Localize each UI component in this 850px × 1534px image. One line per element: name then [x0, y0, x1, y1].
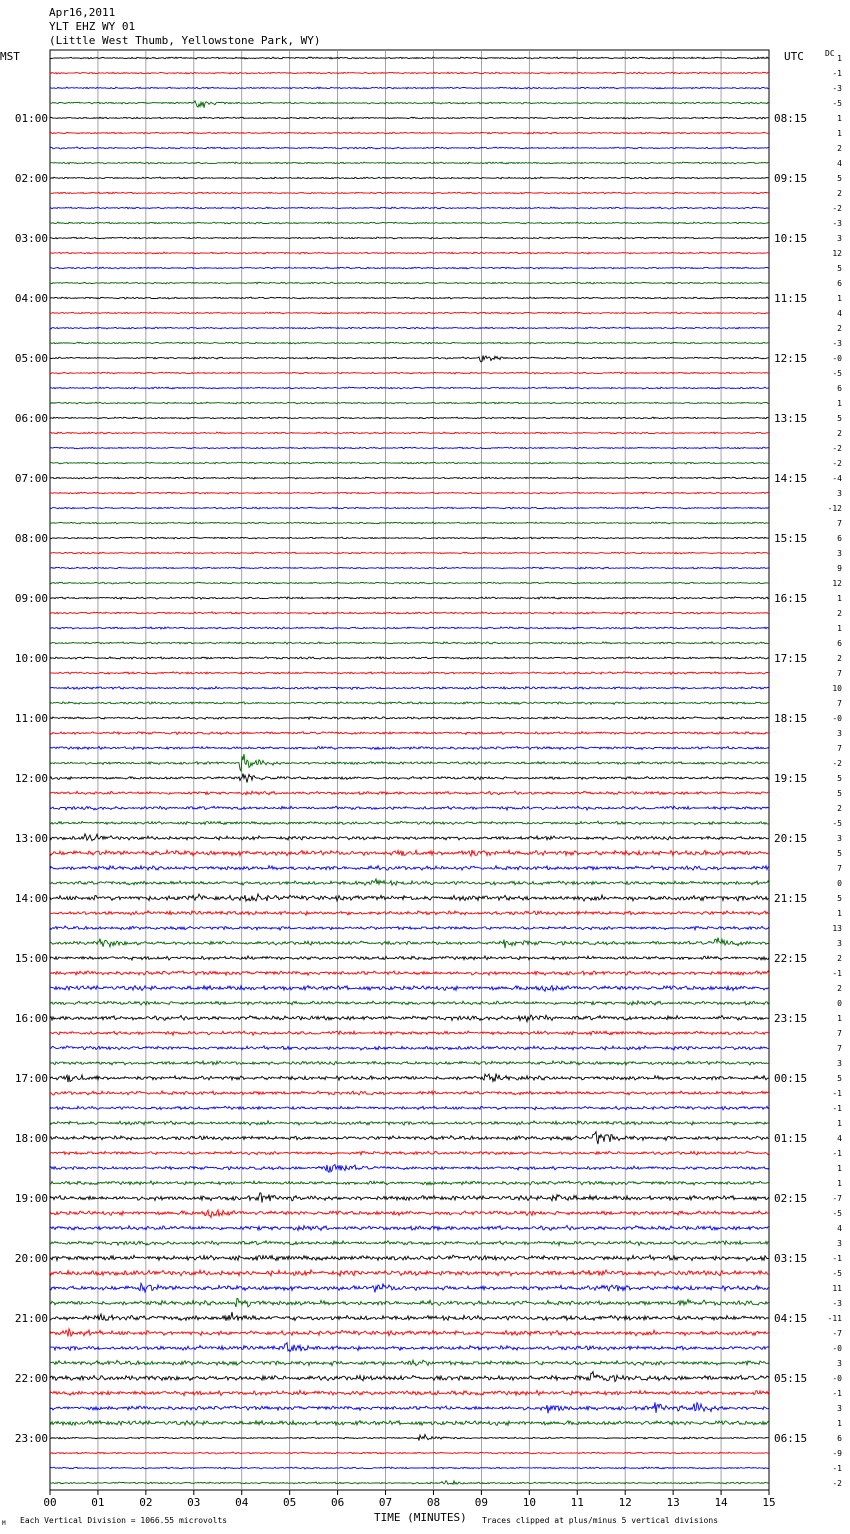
x-tick-label: 14 [714, 1496, 728, 1509]
utc-hour-label: 08:15 [774, 112, 808, 125]
trace-row-17 [50, 312, 769, 314]
trace-row-3 [50, 101, 769, 108]
trace-row-42 [50, 687, 769, 690]
chart-title: YLT EHZ WY 01 [49, 20, 136, 33]
dc-offset-label: 7 [837, 699, 842, 708]
trace-row-30 [50, 507, 769, 509]
mst-hour-label: 18:00 [14, 1132, 48, 1145]
utc-hour-label: 17:15 [774, 652, 808, 665]
mst-hour-label: 07:00 [14, 472, 48, 485]
dc-offset-label: 4 [837, 1134, 842, 1143]
dc-offset-label: 3 [837, 729, 842, 738]
x-tick-label: 05 [283, 1496, 297, 1509]
mst-hour-label: 17:00 [14, 1072, 48, 1085]
utc-hour-label: 11:15 [774, 292, 808, 305]
trace-row-35 [50, 582, 769, 584]
utc-hour-label: 03:15 [774, 1252, 808, 1265]
dc-offset-label: 4 [837, 159, 842, 168]
trace-row-63 [50, 1001, 769, 1005]
utc-hour-label: 12:15 [774, 352, 808, 365]
trace-row-86 [50, 1343, 769, 1352]
trace-row-78 [50, 1225, 769, 1230]
dc-offset-label: -5 [832, 1269, 842, 1278]
x-tick-label: 01 [91, 1496, 105, 1509]
trace-row-33 [50, 552, 769, 554]
utc-hour-label: 04:15 [774, 1312, 808, 1325]
dc-label: DC [825, 49, 835, 58]
trace-row-71 [50, 1121, 769, 1125]
trace-row-4 [50, 117, 769, 119]
dc-offset-label: 2 [837, 609, 842, 618]
trace-row-34 [50, 567, 769, 569]
mst-label: MST [0, 50, 20, 63]
dc-offset-label: 1 [837, 1419, 842, 1428]
trace-row-44 [50, 717, 769, 720]
trace-row-7 [50, 162, 769, 164]
chart-date: Apr16,2011 [49, 6, 116, 19]
trace-row-87 [50, 1360, 769, 1366]
trace-row-24 [50, 417, 769, 419]
dc-offset-label: 6 [837, 1434, 842, 1443]
x-tick-label: 02 [139, 1496, 153, 1509]
dc-offset-label: -0 [832, 714, 842, 723]
mst-hour-label: 23:00 [14, 1432, 48, 1445]
trace-row-80 [50, 1255, 769, 1261]
dc-offset-label: 6 [837, 384, 842, 393]
trace-row-9 [50, 192, 769, 194]
utc-hour-label: 14:15 [774, 472, 808, 485]
dc-offset-label: 5 [837, 414, 842, 423]
dc-offset-label: -1 [832, 1149, 842, 1158]
x-tick-label: 07 [378, 1496, 393, 1509]
dc-offset-label: 2 [837, 804, 842, 813]
dc-offset-label: 3 [837, 489, 842, 498]
trace-row-5 [50, 132, 769, 134]
utc-hour-label: 06:15 [774, 1432, 808, 1445]
utc-hour-label: 15:15 [774, 532, 808, 545]
utc-hour-label: 21:15 [774, 892, 808, 905]
trace-row-14 [50, 267, 769, 269]
trace-row-76 [50, 1193, 769, 1203]
dc-offset-label: 7 [837, 1044, 842, 1053]
mst-hour-label: 11:00 [14, 712, 48, 725]
dc-offset-label: -5 [832, 99, 842, 108]
dc-offset-label: 12 [832, 579, 842, 588]
trace-row-16 [50, 297, 769, 299]
dc-offset-label: 5 [837, 1074, 842, 1083]
trace-row-12 [50, 237, 769, 239]
trace-row-56 [50, 894, 769, 901]
dc-offset-label: 2 [837, 429, 842, 438]
trace-row-57 [50, 911, 769, 916]
utc-label: UTC [784, 50, 804, 63]
trace-row-23 [50, 402, 769, 404]
dc-offset-label: 1 [837, 294, 842, 303]
mst-hour-label: 15:00 [14, 952, 48, 965]
mst-hour-label: 21:00 [14, 1312, 48, 1325]
trace-row-36 [50, 597, 769, 599]
trace-row-52 [50, 834, 769, 841]
corner-mark: M [2, 1520, 6, 1527]
utc-hour-label: 05:15 [774, 1372, 808, 1385]
dc-offset-label: -2 [832, 459, 842, 468]
dc-offset-label: 3 [837, 834, 842, 843]
trace-row-60 [50, 956, 769, 960]
dc-offset-label: -1 [832, 1089, 842, 1098]
dc-offset-label: 5 [837, 789, 842, 798]
utc-hour-label: 18:15 [774, 712, 808, 725]
utc-hour-label: 00:15 [774, 1072, 808, 1085]
mst-hour-label: 02:00 [14, 172, 48, 185]
dc-offset-label: -5 [832, 369, 842, 378]
mst-hour-label: 08:00 [14, 532, 48, 545]
dc-offset-label: 1 [837, 129, 842, 138]
dc-offset-label: 2 [837, 984, 842, 993]
trace-row-47 [50, 754, 769, 771]
dc-offset-label: -9 [832, 1449, 842, 1458]
trace-row-79 [50, 1241, 769, 1246]
utc-hour-label: 22:15 [774, 952, 808, 965]
dc-offset-label: 3 [837, 549, 842, 558]
dc-offset-label: 7 [837, 864, 842, 873]
dc-offset-label: -1 [832, 1254, 842, 1263]
trace-row-0 [50, 57, 769, 59]
dc-offset-label: 0 [837, 999, 842, 1008]
trace-row-37 [50, 612, 769, 614]
dc-offset-label: 11 [832, 1284, 842, 1293]
dc-offset-label: -0 [832, 354, 842, 363]
dc-offset-label: 1 [837, 54, 842, 63]
trace-row-95 [50, 1481, 769, 1485]
utc-hour-label: 16:15 [774, 592, 808, 605]
dc-offset-label: 1 [837, 594, 842, 603]
dc-offset-label: 3 [837, 939, 842, 948]
trace-row-41 [50, 672, 769, 675]
trace-row-70 [50, 1106, 769, 1110]
trace-row-77 [50, 1210, 769, 1218]
trace-row-40 [50, 657, 769, 659]
trace-row-68 [50, 1074, 769, 1083]
chart-subtitle: (Little West Thumb, Yellowstone Park, WY) [49, 34, 321, 47]
dc-offset-label: 3 [837, 234, 842, 243]
trace-row-81 [50, 1270, 769, 1276]
mst-hour-label: 20:00 [14, 1252, 48, 1265]
x-tick-label: 15 [762, 1496, 776, 1509]
dc-offset-label: -3 [832, 1299, 842, 1308]
trace-row-65 [50, 1031, 769, 1035]
trace-row-90 [50, 1402, 769, 1413]
trace-row-28 [50, 477, 769, 479]
trace-row-73 [50, 1151, 769, 1155]
trace-row-93 [50, 1452, 769, 1454]
dc-offset-label: -3 [832, 219, 842, 228]
trace-row-21 [50, 372, 769, 374]
trace-row-39 [50, 642, 769, 644]
dc-offset-label: -11 [827, 1314, 842, 1323]
mst-hour-label: 05:00 [14, 352, 48, 365]
x-tick-label: 06 [330, 1496, 345, 1509]
utc-hour-label: 20:15 [774, 832, 808, 845]
trace-row-2 [50, 87, 769, 89]
trace-row-85 [50, 1329, 769, 1337]
x-tick-label: 09 [474, 1496, 489, 1509]
mst-hour-label: 14:00 [14, 892, 48, 905]
dc-offset-label: 4 [837, 309, 842, 318]
trace-row-91 [50, 1421, 769, 1426]
trace-row-58 [50, 926, 769, 930]
dc-offset-label: 13 [832, 924, 842, 933]
dc-offset-label: 12 [832, 249, 842, 258]
trace-row-55 [50, 879, 769, 885]
trace-row-1 [50, 72, 769, 74]
trace-row-15 [50, 282, 769, 284]
dc-offset-label: 5 [837, 264, 842, 273]
trace-row-22 [50, 387, 769, 389]
x-tick-label: 03 [187, 1496, 201, 1509]
dc-offset-label: -3 [832, 84, 842, 93]
dc-offset-label: 1 [837, 114, 842, 123]
trace-row-38 [50, 627, 769, 629]
trace-row-50 [50, 806, 769, 810]
trace-row-72 [50, 1132, 769, 1144]
trace-row-67 [50, 1061, 769, 1065]
x-tick-label: 08 [426, 1496, 441, 1509]
dc-offset-label: -1 [832, 1389, 842, 1398]
utc-hour-label: 01:15 [774, 1132, 808, 1145]
dc-offset-label: 3 [837, 1359, 842, 1368]
trace-row-64 [50, 1015, 769, 1022]
trace-row-49 [50, 791, 769, 795]
dc-offset-label: 3 [837, 1404, 842, 1413]
dc-offset-label: 5 [837, 849, 842, 858]
dc-offset-label: 2 [837, 144, 842, 153]
dc-offset-label: 1 [837, 1164, 842, 1173]
trace-row-69 [50, 1091, 769, 1095]
dc-offset-label: 10 [832, 684, 842, 693]
trace-row-6 [50, 147, 769, 149]
dc-offset-label: -2 [832, 1479, 842, 1488]
dc-offset-label: 1 [837, 624, 842, 633]
dc-offset-label: 5 [837, 774, 842, 783]
trace-row-82 [50, 1283, 769, 1292]
x-tick-label: 10 [522, 1496, 536, 1509]
dc-offset-label: 7 [837, 744, 842, 753]
utc-hour-label: 13:15 [774, 412, 808, 425]
dc-offset-label: 3 [837, 1239, 842, 1248]
trace-row-92 [50, 1435, 769, 1441]
dc-offset-label: -7 [832, 1329, 842, 1338]
x-axis-label: TIME (MINUTES) [374, 1511, 467, 1524]
dc-offset-label: 1 [837, 1014, 842, 1023]
utc-hour-label: 23:15 [774, 1012, 808, 1025]
utc-hour-label: 09:15 [774, 172, 808, 185]
dc-offset-label: -5 [832, 1209, 842, 1218]
utc-hour-label: 10:15 [774, 232, 808, 245]
trace-row-89 [50, 1390, 769, 1395]
trace-row-88 [50, 1372, 769, 1382]
dc-offset-label: -0 [832, 1374, 842, 1383]
trace-row-54 [50, 866, 769, 871]
dc-offset-label: 1 [837, 909, 842, 918]
trace-row-62 [50, 986, 769, 992]
dc-offset-label: 2 [837, 324, 842, 333]
trace-row-25 [50, 432, 769, 434]
dc-offset-label: 7 [837, 519, 842, 528]
trace-row-48 [50, 774, 769, 783]
trace-row-18 [50, 327, 769, 329]
mst-hour-label: 22:00 [14, 1372, 48, 1385]
mst-hour-label: 04:00 [14, 292, 48, 305]
dc-offset-label: 6 [837, 534, 842, 543]
dc-offset-label: -4 [832, 474, 842, 483]
trace-row-13 [50, 252, 769, 254]
trace-row-19 [50, 342, 769, 344]
mst-hour-label: 16:00 [14, 1012, 48, 1025]
dc-offset-label: 7 [837, 1029, 842, 1038]
trace-row-66 [50, 1046, 769, 1050]
trace-row-43 [50, 702, 769, 705]
dc-offset-label: -2 [832, 759, 842, 768]
trace-row-32 [50, 537, 769, 539]
trace-row-51 [50, 821, 769, 825]
dc-offset-label: 1 [837, 1119, 842, 1128]
dc-offset-label: 2 [837, 189, 842, 198]
trace-row-8 [50, 177, 769, 179]
dc-offset-label: -1 [832, 1104, 842, 1113]
trace-row-26 [50, 447, 769, 449]
trace-row-61 [50, 971, 769, 975]
dc-offset-label: -2 [832, 204, 842, 213]
dc-offset-label: 7 [837, 669, 842, 678]
x-tick-label: 00 [43, 1496, 57, 1509]
mst-hour-label: 03:00 [14, 232, 48, 245]
x-tick-label: 04 [235, 1496, 249, 1509]
mst-hour-label: 01:00 [14, 112, 48, 125]
trace-row-10 [50, 207, 769, 209]
trace-row-20 [50, 356, 769, 362]
dc-offset-label: 1 [837, 399, 842, 408]
trace-row-53 [50, 850, 769, 856]
dc-offset-label: -12 [827, 504, 842, 513]
mst-hour-label: 10:00 [14, 652, 48, 665]
trace-row-59 [50, 938, 769, 949]
dc-offset-label: 3 [837, 1059, 842, 1068]
trace-row-31 [50, 522, 769, 524]
trace-row-75 [50, 1181, 769, 1185]
dc-offset-label: 5 [837, 174, 842, 183]
dc-offset-label: -1 [832, 69, 842, 78]
scale-note: Each Vertical Division = 1066.55 microvolts [20, 1516, 228, 1525]
dc-offset-label: 6 [837, 279, 842, 288]
utc-hour-label: 19:15 [774, 772, 808, 785]
trace-row-45 [50, 732, 769, 735]
dc-offset-label: -1 [832, 1464, 842, 1473]
dc-offset-label: -3 [832, 339, 842, 348]
utc-hour-label: 02:15 [774, 1192, 808, 1205]
x-tick-label: 13 [666, 1496, 680, 1509]
mst-hour-label: 06:00 [14, 412, 48, 425]
trace-row-74 [50, 1165, 769, 1173]
dc-offset-label: 6 [837, 639, 842, 648]
x-tick-label: 12 [618, 1496, 632, 1509]
dc-offset-label: -0 [832, 1344, 842, 1353]
trace-row-94 [50, 1467, 769, 1469]
dc-offset-label: 9 [837, 564, 842, 573]
trace-row-83 [50, 1298, 769, 1307]
dc-offset-label: 2 [837, 954, 842, 963]
dc-offset-label: 2 [837, 654, 842, 663]
x-tick-label: 11 [570, 1496, 584, 1509]
trace-row-27 [50, 462, 769, 464]
dc-offset-label: -5 [832, 819, 842, 828]
trace-row-46 [50, 746, 769, 749]
trace-row-84 [50, 1312, 769, 1321]
dc-offset-label: 1 [837, 1179, 842, 1188]
dc-offset-label: 4 [837, 1224, 842, 1233]
dc-offset-label: 5 [837, 894, 842, 903]
dc-offset-label: -1 [832, 969, 842, 978]
clip-note: Traces clipped at plus/minus 5 vertical divisions [482, 1516, 719, 1525]
mst-hour-label: 09:00 [14, 592, 48, 605]
dc-offset-label: -7 [832, 1194, 842, 1203]
mst-hour-label: 12:00 [14, 772, 48, 785]
dc-offset-label: 0 [837, 879, 842, 888]
trace-row-11 [50, 222, 769, 224]
trace-row-29 [50, 492, 769, 494]
mst-hour-label: 19:00 [14, 1192, 48, 1205]
mst-hour-label: 13:00 [14, 832, 48, 845]
dc-offset-label: -2 [832, 444, 842, 453]
